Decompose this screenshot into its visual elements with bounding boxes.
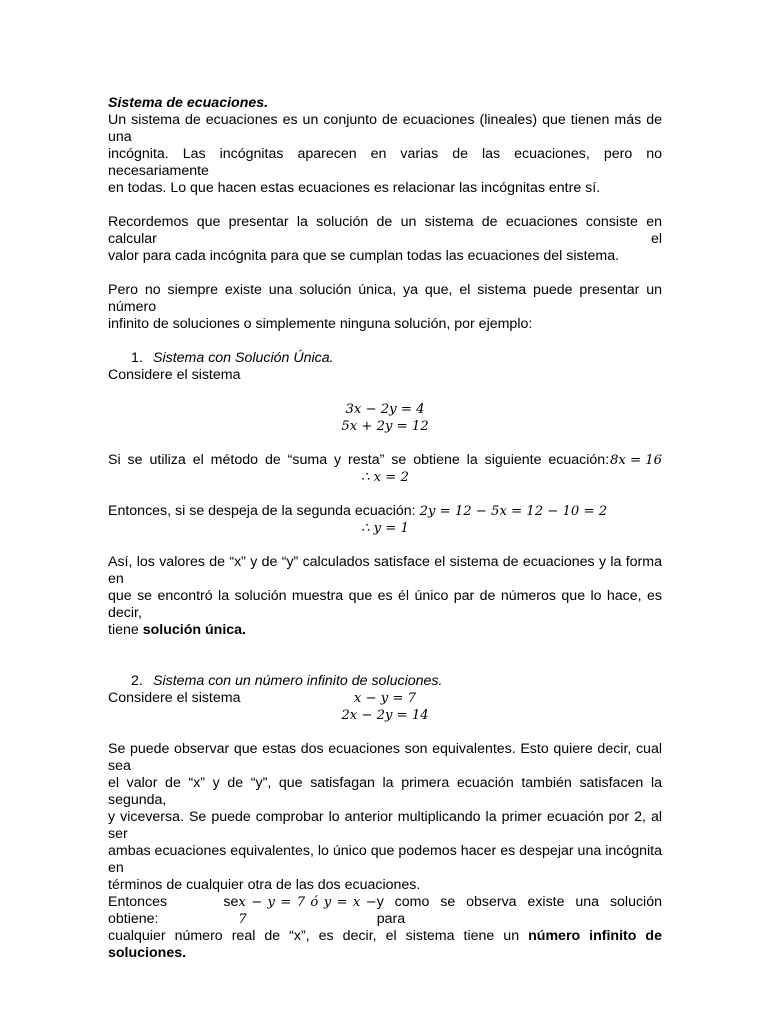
section-1-method-text: Si se utiliza el método de “suma y resta” se obtiene la siguiente ecuación: bbox=[108, 452, 610, 468]
intro-line-3: en todas. Lo que hacen estas ecuaciones es relacionar las incógnitas entre sí. bbox=[108, 180, 601, 196]
not-unique-line-2: infinito de soluciones o simplemente ninguna solución, por ejemplo: bbox=[108, 316, 533, 332]
section-1-conclusion-bold: solución única. bbox=[142, 622, 246, 638]
intro-line-2: incógnita. Las incógnitas aparecen en varias de las ecuaciones, pero no necesariamente bbox=[108, 146, 662, 179]
section-1-conclusion-line-3 bbox=[108, 622, 662, 639]
section-1-despeja-equation: 2𝑦 = 12 − 5𝑥 = 12 − 10 = 2 bbox=[419, 504, 608, 519]
section-1-result-y: ∴ 𝑦 = 1 bbox=[361, 521, 409, 536]
section-2-explain-line-4: ambas ecuaciones equivalentes, lo único que podemos hacer es despejar una incógnita en bbox=[108, 843, 662, 876]
section-2-consider bbox=[108, 690, 662, 707]
section-2-final-prefix: cualquier número real de “x”, es decir, el sistema tiene un bbox=[108, 928, 529, 944]
section-1-title: Sistema con Solución Única. bbox=[153, 350, 334, 366]
section-2-explain-line-5: términos de cualquier otra de las dos ecuaciones. bbox=[108, 877, 421, 893]
section-1-conclusion-line-2: que se encontró la solución muestra que es él único par de números que lo hace, es decir, bbox=[108, 588, 662, 621]
section-1-number: 1. bbox=[131, 350, 143, 366]
section-2-explain-line-1: Se puede observar que estas dos ecuaciones son equivalentes. Esto quiere decir, cual sea bbox=[108, 741, 662, 774]
section-2-obtain-line bbox=[108, 894, 662, 928]
section-1-equation-2: 5𝑥 + 2𝑦 = 12 bbox=[341, 419, 429, 434]
section-1-conclusion-line-1: Así, los valores de “x” y de “y” calculados satisface el sistema de ecuaciones y la forma en bbox=[108, 554, 662, 587]
section-2-final-bold: número infinito de soluciones. bbox=[108, 928, 662, 961]
document-title: Sistema de ecuaciones. bbox=[108, 95, 269, 111]
section-1-equation-1: 3𝑥 − 2𝑦 = 4 bbox=[345, 402, 425, 417]
document-page bbox=[108, 95, 662, 962]
section-1-method-equation: 8𝑥 = 16 bbox=[609, 453, 662, 468]
section-1-result-x: ∴ 𝑥 = 2 bbox=[361, 470, 409, 485]
section-2-equation-1: 𝑥 − 𝑦 = 7 bbox=[353, 691, 417, 706]
section-2-explain-line-3: y viceversa. Se puede comprobar lo anterior multiplicando la primer ecuación por 2, al ser bbox=[108, 809, 662, 842]
section-2-consider-text: Considere el sistema bbox=[108, 690, 241, 706]
section-1-consider: Considere el sistema bbox=[108, 367, 241, 383]
section-1-heading bbox=[108, 350, 662, 367]
section-2-number: 2. bbox=[131, 673, 143, 689]
section-1-despeja-line bbox=[108, 503, 662, 520]
intro-line-1: Un sistema de ecuaciones es un conjunto de ecuaciones (lineales) que tienen más de una bbox=[108, 112, 662, 145]
section-1-despeja-text: Entonces, si se despeja de la segunda ecuación: bbox=[108, 503, 416, 519]
recall-line-2: valor para cada incógnita para que se cumplan todas las ecuaciones del sistema. bbox=[108, 248, 620, 264]
section-2-final-line bbox=[108, 928, 662, 962]
not-unique-line-1: Pero no siempre existe una solución única, ya que, el sistema puede presentar un número bbox=[108, 282, 662, 315]
section-2-explain-line-2: el valor de “x” y de “y”, que satisfagan la primera ecuación también satisfacen la segunda, bbox=[108, 775, 662, 808]
section-2-heading bbox=[108, 673, 662, 690]
section-2-equation-2: 2𝑥 − 2𝑦 = 14 bbox=[341, 708, 429, 723]
section-1-conclusion-tail: tiene bbox=[108, 622, 143, 638]
section-2-obtain-suffix: y como se observa existe una solución para bbox=[376, 894, 662, 927]
section-1-method-line bbox=[108, 452, 662, 469]
recall-line-1: Recordemos que presentar la solución de un sistema de ecuaciones consiste en calcular el bbox=[108, 214, 662, 247]
section-2-title: Sistema con un número infinito de soluciones. bbox=[153, 673, 443, 689]
section-2-obtain-equation: 𝑥 − 𝑦 = 7 ó 𝑦 = 𝑥 − 7 bbox=[238, 895, 377, 927]
section-2-obtain-prefix: Entonces se obtiene: bbox=[108, 894, 239, 927]
